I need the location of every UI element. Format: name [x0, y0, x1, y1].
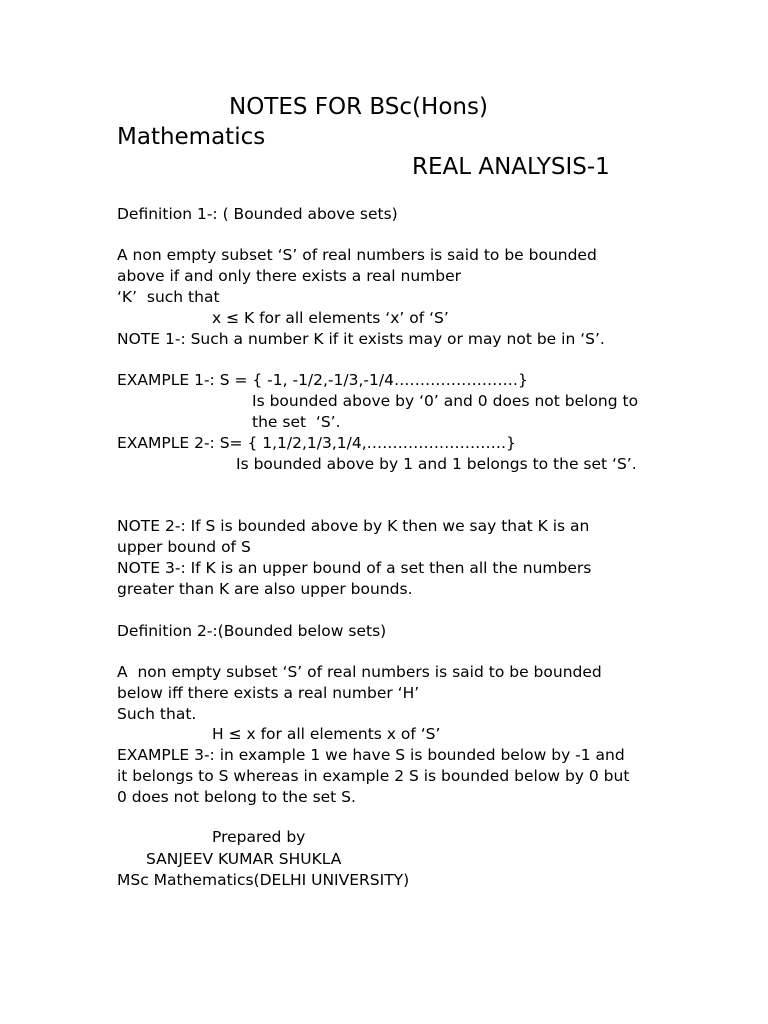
title-line-3: REAL ANALYSIS-1	[412, 154, 610, 180]
definition-1-heading: Definition 1-: ( Bounded above sets)	[117, 205, 398, 223]
example-2-line-1: EXAMPLE 2-: S= { 1,1/2,1/3,1/4,………………………}	[117, 434, 517, 452]
example-2-line-2: Is bounded above by 1 and 1 belongs to the set ‘S’.	[236, 455, 637, 473]
definition-2-condition: H ≤ x for all elements x of ‘S’	[212, 725, 441, 743]
prepared-by: Prepared by	[212, 828, 306, 846]
definition-2-text-1: A non empty subset ‘S’ of real numbers is said to be bounded	[117, 663, 602, 681]
definition-2-text-2: below iff there exists a real number ‘H’	[117, 684, 420, 702]
definition-1-condition: x ≤ K for all elements ‘x’ of ‘S’	[212, 309, 449, 327]
definition-2-heading: Definition 2-:(Bounded below sets)	[117, 622, 387, 640]
definition-1-text-3: ‘K’ such that	[117, 288, 220, 306]
note-3-line-1: NOTE 3-: If K is an upper bound of a set then all the numbers	[117, 559, 592, 577]
title-line-1: NOTES FOR BSc(Hons)	[229, 94, 488, 120]
example-3-line-1: EXAMPLE 3-: in example 1 we have S is bounded below by -1 and	[117, 746, 625, 764]
note-2-line-1: NOTE 2-: If S is bounded above by K then we say that K is an	[117, 517, 590, 535]
title-line-2: Mathematics	[117, 124, 266, 150]
example-1-line-1: EXAMPLE 1-: S = { -1, -1/2,-1/3,-1/4……………………}	[117, 371, 528, 389]
definition-2-text-3: Such that.	[117, 705, 197, 723]
author-credential: MSc Mathematics(DELHI UNIVERSITY)	[117, 871, 410, 889]
note-1: NOTE 1-: Such a number K if it exists may or may not be in ‘S’.	[117, 330, 605, 348]
definition-1-text-1: A non empty subset ‘S’ of real numbers is said to be bounded	[117, 246, 597, 264]
example-1-line-2: Is bounded above by ‘0’ and 0 does not belong to	[252, 392, 639, 410]
note-3-line-2: greater than K are also upper bounds.	[117, 580, 413, 598]
definition-1-text-2: above if and only there exists a real number	[117, 267, 461, 285]
example-3-line-3: 0 does not belong to the set S.	[117, 788, 356, 806]
note-2-line-2: upper bound of S	[117, 538, 251, 556]
author-name: SANJEEV KUMAR SHUKLA	[146, 850, 342, 868]
example-1-line-3: the set ‘S’.	[252, 413, 341, 431]
example-3-line-2: it belongs to S whereas in example 2 S is bounded below by 0 but	[117, 767, 630, 785]
